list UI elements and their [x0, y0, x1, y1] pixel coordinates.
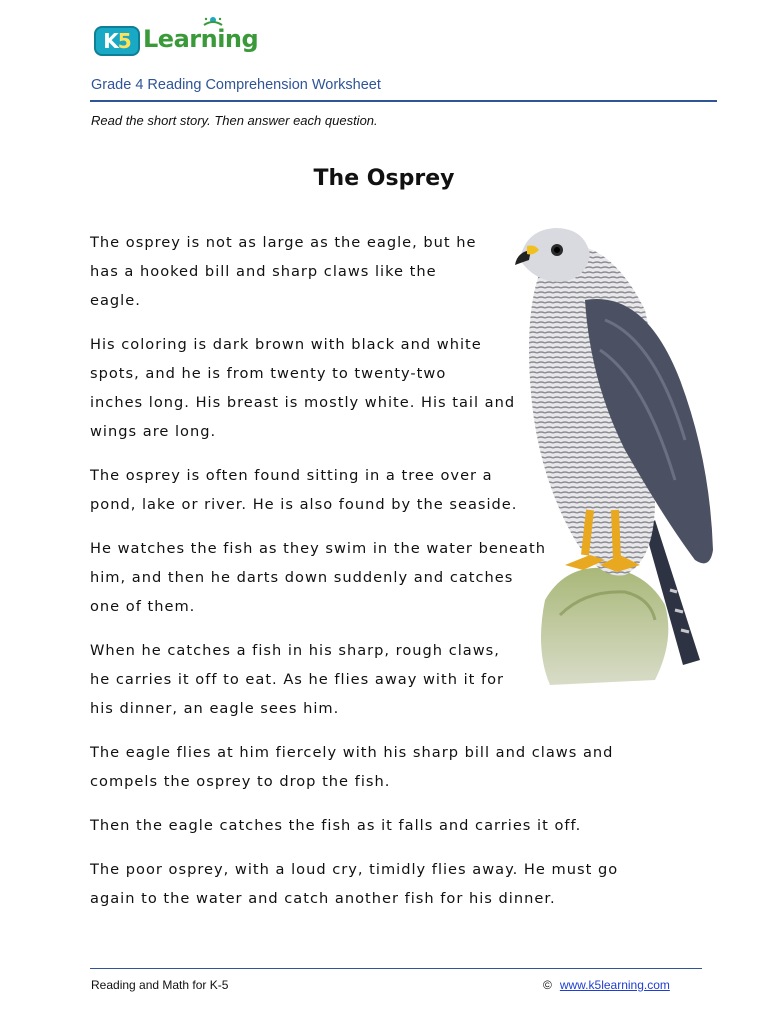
osprey-illustration [505, 220, 725, 690]
story-line: The poor osprey, with a loud cry, timidly flies away. He must go [90, 861, 619, 878]
story-line: The osprey is not as large as the eagle, but he [90, 234, 477, 251]
website-link[interactable]: www.k5learning.com [559, 978, 670, 992]
header-divider [90, 100, 717, 102]
footer-divider [90, 968, 702, 969]
story-line: Then the eagle catches the fish as it falls and carries it off. [90, 817, 582, 834]
logo-wordmark: Learning [143, 25, 259, 53]
story-line: The osprey is often found sitting in a tree over a [90, 467, 493, 484]
story-line: one of them. [90, 598, 196, 615]
story-line: spots, and he is from twenty to twenty-two [90, 365, 447, 382]
story-line: When he catches a fish in his sharp, rough claws, [90, 642, 500, 659]
story-line: he carries it off to eat. As he flies away with it for [90, 671, 505, 688]
story-line: him, and then he darts down suddenly and catches [90, 569, 514, 586]
story-paragraph [90, 738, 650, 796]
footer-tagline: Reading and Math for K-5 [91, 978, 229, 992]
story-line: inches long. His breast is mostly white. His tail and [90, 394, 516, 411]
story-line: The eagle flies at him fiercely with his sharp bill and claws and [90, 744, 614, 761]
worksheet-header-title: Grade 4 Reading Comprehension Worksheet [91, 77, 381, 93]
logo-k5-badge: K5 [94, 26, 140, 56]
story-paragraph [90, 855, 650, 913]
story-line: again to the water and catch another fish for his dinner. [90, 890, 556, 907]
story-line: eagle. [90, 292, 141, 309]
story-title: The Osprey [313, 166, 455, 191]
story-line: has a hooked bill and sharp claws like the [90, 263, 437, 280]
logo-figure-icon [202, 16, 224, 32]
story-paragraph [90, 811, 650, 840]
k5-learning-logo [94, 16, 264, 60]
footer-copyright [543, 978, 670, 992]
story-line: his dinner, an eagle sees him. [90, 700, 340, 717]
story-line: compels the osprey to drop the fish. [90, 773, 391, 790]
story-line: pond, lake or river. He is also found by the seaside. [90, 496, 518, 513]
story-line: He watches the fish as they swim in the water beneath [90, 540, 546, 557]
copyright-symbol: © [543, 978, 552, 992]
instructions: Read the short story. Then answer each question. [91, 113, 378, 128]
story-line: His coloring is dark brown with black and white [90, 336, 482, 353]
story-line: wings are long. [90, 423, 217, 440]
